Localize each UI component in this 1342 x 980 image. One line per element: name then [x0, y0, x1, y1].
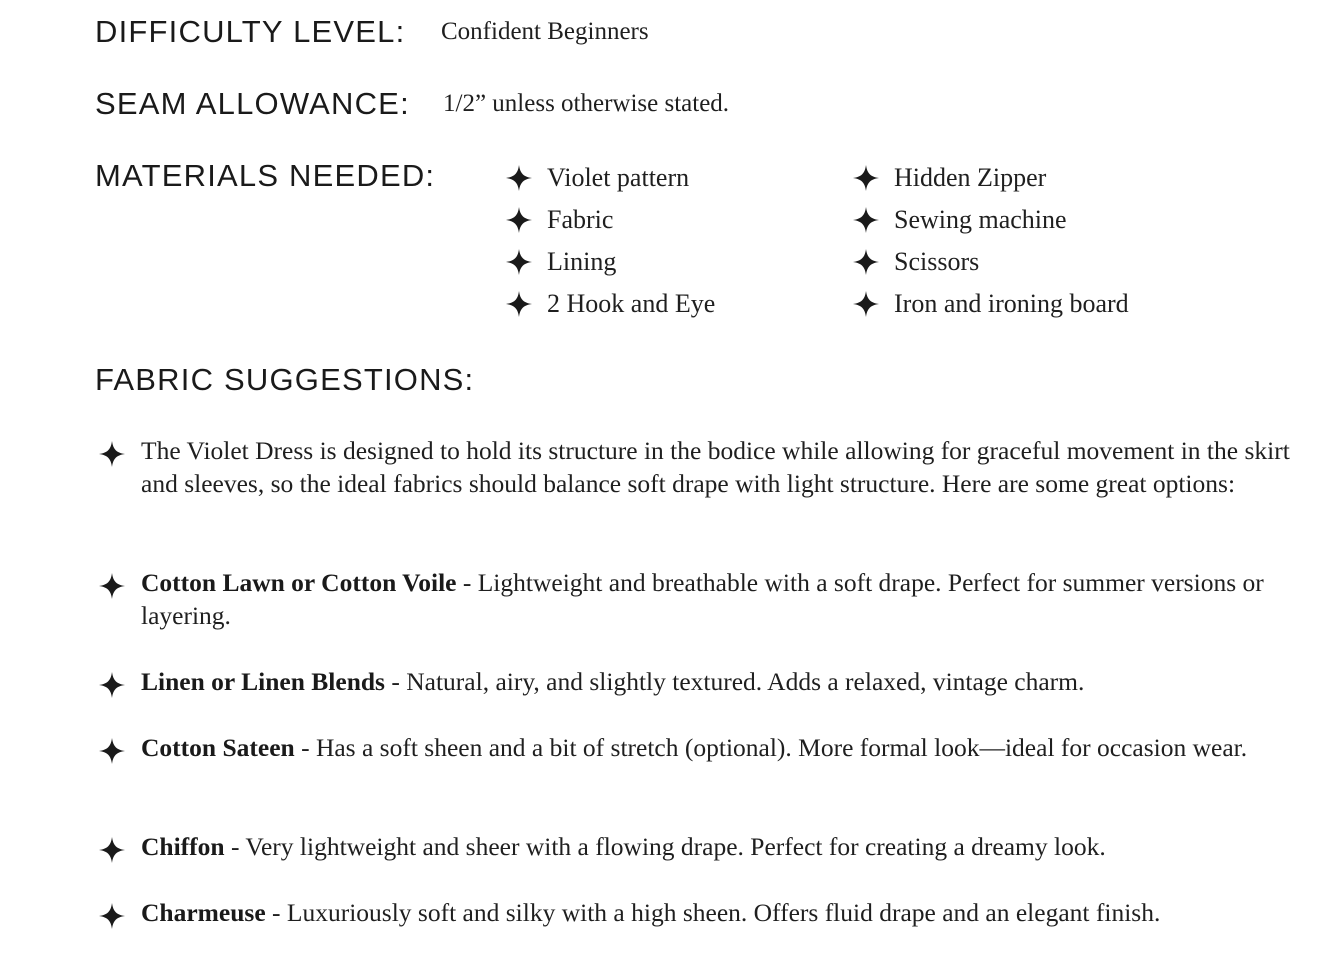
difficulty-label: DIFFICULTY LEVEL: — [95, 14, 406, 49]
list-item — [505, 157, 715, 199]
fabric-option-text — [141, 830, 1291, 863]
fabric-option — [98, 830, 1298, 864]
fabric-option-desc: - Very lightweight and sheer with a flowing drape. Perfect for creating a dreamy look. — [224, 832, 1106, 861]
fabric-option-desc: - Lightweight and breathable with a soft drape. Perfect for summer versions or layering. — [141, 568, 1264, 630]
four-point-star-icon — [505, 206, 533, 234]
fabric-option — [98, 731, 1298, 765]
four-point-star-icon — [98, 737, 126, 765]
fabric-option — [98, 566, 1298, 632]
four-point-star-icon — [852, 164, 880, 192]
fabric-option-text — [141, 731, 1291, 764]
material-name: Lining — [547, 247, 617, 276]
material-name: Sewing machine — [894, 205, 1067, 234]
fabric-option-name: Cotton Lawn or Cotton Voile — [141, 568, 457, 597]
four-point-star-icon — [852, 206, 880, 234]
seam-allowance-value: 1/2” unless otherwise stated. — [443, 90, 730, 117]
fabric-option — [98, 665, 1298, 699]
list-item — [852, 241, 1129, 283]
fabric-option-desc: - Natural, airy, and slightly textured. Adds a relaxed, vintage charm. — [384, 667, 1085, 696]
four-point-star-icon — [98, 836, 126, 864]
fabric-option-text — [141, 665, 1291, 698]
list-item — [505, 199, 715, 241]
fabric-option-name: Linen or Linen Blends — [141, 667, 385, 696]
fabric-suggestions-label: FABRIC SUGGESTIONS: — [95, 362, 475, 397]
four-point-star-icon — [852, 248, 880, 276]
fabric-option-name: Chiffon — [141, 832, 225, 861]
list-item — [505, 283, 715, 325]
fabric-option-desc: - Luxuriously soft and silky with a high sheen. Offers fluid drape and an elegant finish. — [265, 898, 1161, 927]
fabric-option-name: Charmeuse — [141, 898, 266, 927]
four-point-star-icon — [98, 902, 126, 930]
difficulty-value: Confident Beginners — [441, 18, 649, 45]
seam-allowance-label: SEAM ALLOWANCE: — [95, 86, 410, 121]
four-point-star-icon — [98, 440, 126, 468]
four-point-star-icon — [98, 671, 126, 699]
fabric-option-text — [141, 566, 1291, 632]
fabric-option-desc: - Has a soft sheen and a bit of stretch (optional). More formal look—ideal for occasion wear. — [294, 733, 1248, 762]
four-point-star-icon — [98, 572, 126, 600]
fabric-intro — [98, 434, 1298, 500]
list-item — [852, 199, 1129, 241]
material-name: Fabric — [547, 205, 614, 234]
fabric-intro-text: The Violet Dress is designed to hold its structure in the bodice while allowing for graceful movement in the skirt and sleeves, so the ideal fabrics should balance soft drape with light structure. Here are some great options: — [141, 436, 1290, 498]
material-name: Scissors — [894, 247, 980, 276]
four-point-star-icon — [852, 290, 880, 318]
material-name: 2 Hook and Eye — [547, 289, 716, 318]
four-point-star-icon — [505, 164, 533, 192]
materials-list-column-2 — [852, 157, 1129, 325]
four-point-star-icon — [505, 290, 533, 318]
four-point-star-icon — [505, 248, 533, 276]
material-name: Iron and ironing board — [894, 289, 1129, 318]
list-item — [852, 157, 1129, 199]
materials-list-column-1 — [505, 157, 715, 325]
fabric-option-text — [141, 896, 1291, 929]
list-item — [505, 241, 715, 283]
fabric-option — [98, 896, 1298, 930]
list-item — [852, 283, 1129, 325]
fabric-option-name: Cotton Sateen — [141, 733, 295, 762]
materials-label: MATERIALS NEEDED: — [95, 158, 436, 193]
material-name: Hidden Zipper — [894, 163, 1047, 192]
material-name: Violet pattern — [547, 163, 690, 192]
